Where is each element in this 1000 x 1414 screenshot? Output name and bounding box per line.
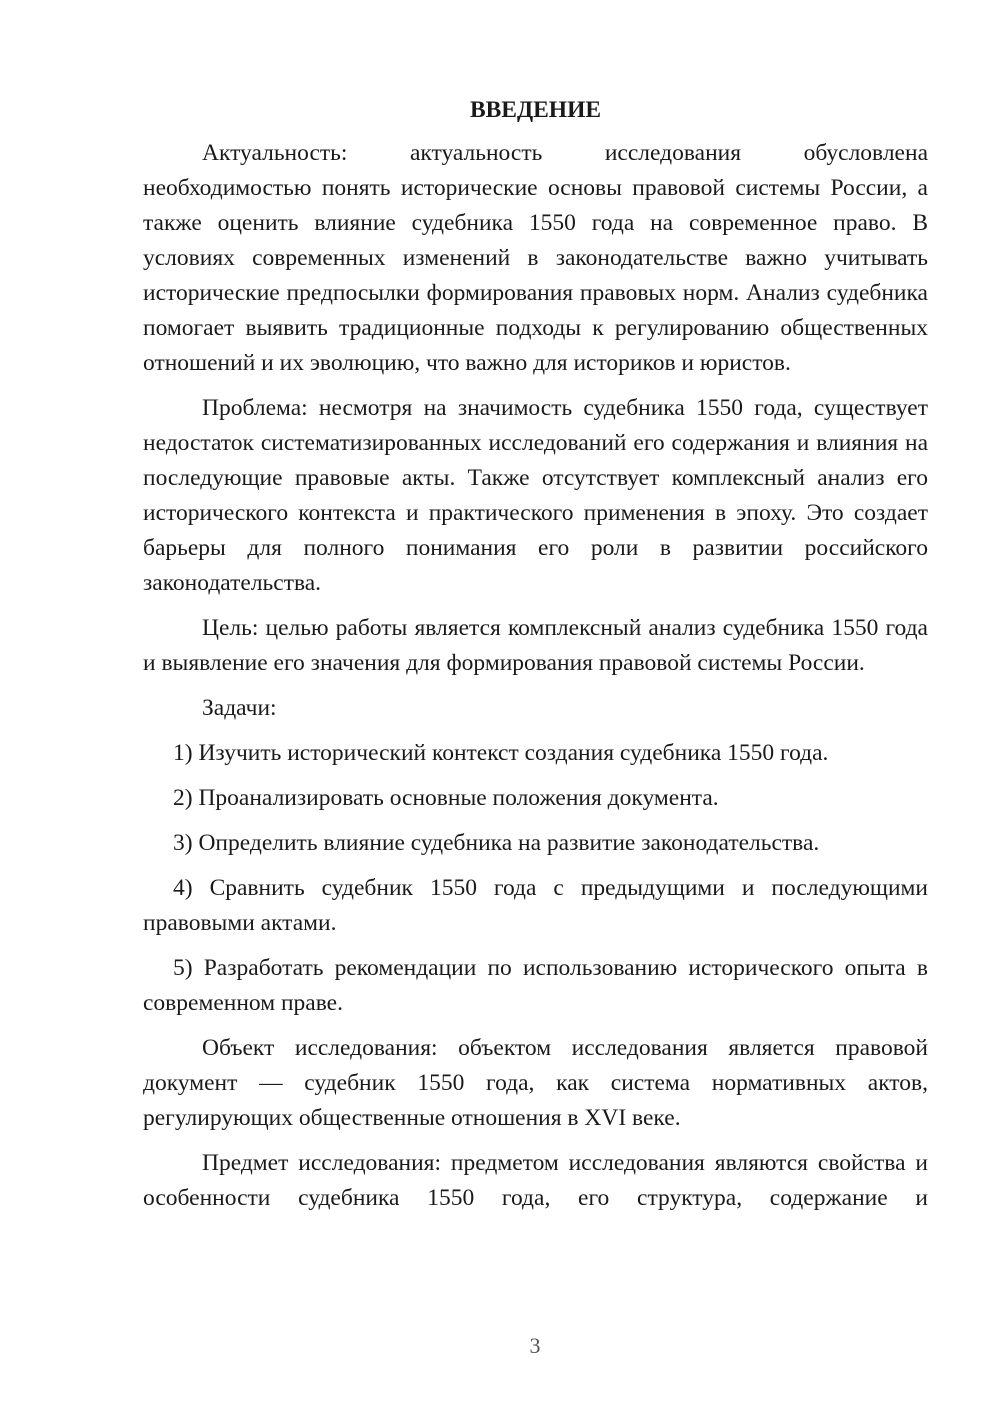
- task-item: 4) Сравнить судебник 1550 года с предыдущими и последующими правовыми актами.: [143, 875, 928, 936]
- problem-paragraph: Проблема: несмотря на значимость судебника 1550 года, существует недостаток систематизированных исследований его содержания и влияния на последующие правовые акты. Также отсутствует комплексный анализ его исторического контекста и практического применения в эпоху. Это создает барьеры для полного понимания его роли в развитии российского законодательства.: [143, 395, 928, 596]
- tasks-list: [143, 736, 928, 1021]
- object-paragraph: Объект исследования: объектом исследования является правовой документ — судебник 1550 года, как система нормативных актов, регулирующих общественные отношения в XVI веке.: [143, 1035, 928, 1131]
- task-item: 2) Проанализировать основные положения документа.: [173, 785, 719, 811]
- page-number: 3: [529, 1333, 541, 1358]
- goal-paragraph: Цель: целью работы является комплексный анализ судебника 1550 года и выявление его значения для формирования правовой системы России.: [143, 615, 928, 676]
- task-item: 5) Разработать рекомендации по использованию исторического опыта в современном праве.: [143, 955, 928, 1016]
- tasks-label: Задачи:: [202, 695, 277, 721]
- subject-paragraph: Предмет исследования: предметом исследования являются свойства и особенности судебника 1550 года, его структура, содержание и: [143, 1150, 928, 1211]
- task-item: 3) Определить влияние судебника на развитие законодательства.: [173, 830, 820, 856]
- task-item: 1) Изучить исторический контекст создания судебника 1550 года.: [173, 740, 829, 766]
- document-page: [143, 94, 928, 1216]
- relevance-paragraph: Актуальность: актуальность исследования обусловлена необходимостью понять исторические основы правовой системы России, а также оценить влияние судебника 1550 года на современное право. В условиях современных изменений в законодательстве важно учитывать исторические предпосылки формирования правовых норм. Анализ судебника помогает выявить традиционные подходы к регулированию общественных отношений и их эволюцию, что важно для историков и юристов.: [143, 140, 928, 376]
- section-heading: ВВЕДЕНИЕ: [469, 97, 602, 123]
